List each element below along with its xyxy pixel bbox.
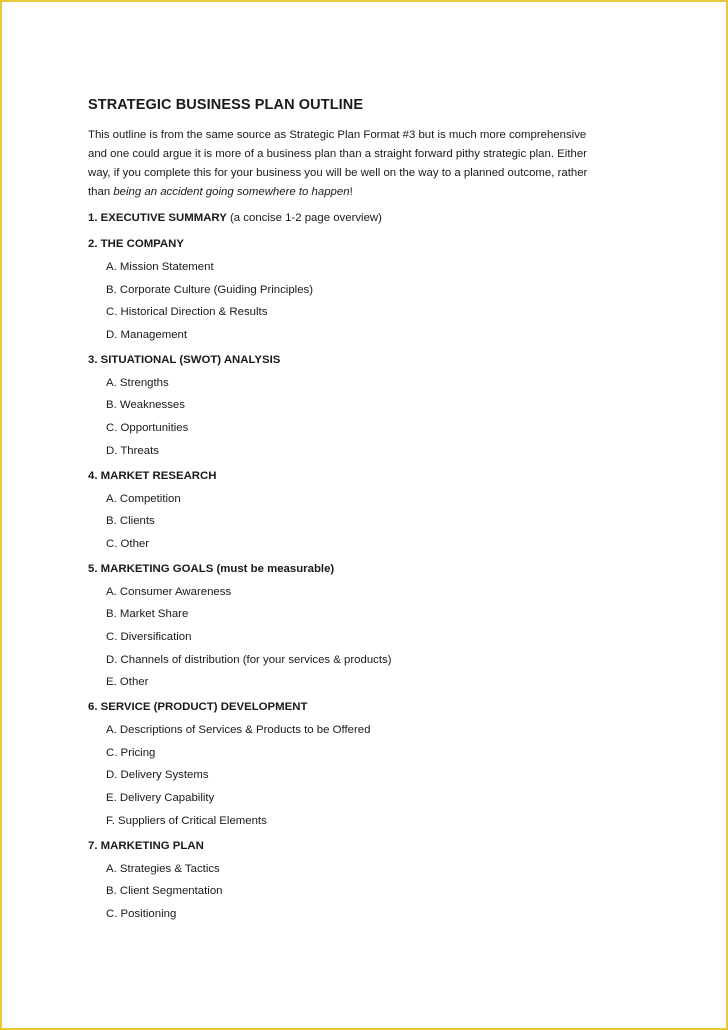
intro-line-2: and one could argue it is more of a business plan than a straight forward pithy strategic plan. Either [88, 148, 587, 160]
section-items-list [88, 860, 648, 924]
outline-sections [88, 209, 648, 924]
list-item: B. Clients [106, 515, 155, 528]
outline-section [88, 467, 648, 554]
outline-section [88, 209, 648, 228]
list-item: A. Strengths [106, 376, 169, 389]
list-item: C. Opportunities [106, 421, 189, 434]
document-title: STRATEGIC BUSINESS PLAN OUTLINE [88, 97, 364, 113]
outline-section [88, 698, 648, 830]
section-heading [88, 560, 648, 579]
section-heading [88, 467, 648, 486]
section-heading [88, 837, 648, 856]
list-item: D. Delivery Systems [106, 769, 209, 782]
intro-line-3: way, if you complete this for your business you will be well on the way to a planned outcome, rather [88, 167, 588, 179]
section-heading-text: 7. MARKETING PLAN [88, 839, 204, 852]
section-heading [88, 351, 648, 370]
list-item: B. Client Segmentation [106, 885, 223, 898]
list-item: C. Historical Direction & Results [106, 306, 268, 319]
list-item: C. Diversification [106, 630, 192, 643]
section-heading-text: 4. MARKET RESEARCH [88, 469, 217, 482]
section-heading [88, 235, 648, 254]
section-heading-text: 1. EXECUTIVE SUMMARY [88, 212, 227, 224]
section-heading-note: (a concise 1-2 page overview) [226, 212, 382, 224]
outline-section [88, 235, 648, 345]
intro-paragraph [88, 126, 648, 202]
list-item: F. Suppliers of Critical Elements [106, 814, 267, 827]
section-heading [88, 698, 648, 717]
section-heading [88, 209, 648, 228]
intro-line-1: This outline is from the same source as Strategic Plan Format #3 but is much more comprehensive [88, 129, 587, 141]
list-item: D. Channels of distribution (for your services & products) [106, 653, 392, 666]
section-heading-text: 6. SERVICE (PRODUCT) DEVELOPMENT [88, 701, 308, 714]
list-item: C. Positioning [106, 907, 177, 920]
list-item: A. Descriptions of Services & Products to be Offered [106, 724, 371, 737]
list-item: B. Corporate Culture (Guiding Principles) [106, 283, 314, 296]
list-item: A. Mission Statement [106, 261, 214, 273]
section-items-list [88, 490, 648, 554]
outline-section [88, 837, 648, 924]
section-items-list [88, 721, 648, 830]
outline-section [88, 351, 648, 461]
list-item: A. Strategies & Tactics [106, 862, 220, 875]
list-item: B. Market Share [106, 608, 189, 621]
document-content [88, 97, 648, 930]
list-item: E. Delivery Capability [106, 791, 215, 804]
outline-section [88, 560, 648, 692]
intro-line-4-start: than [88, 186, 114, 198]
section-heading-text: 3. SITUATIONAL (SWOT) ANALYSIS [88, 353, 281, 366]
section-items-list [88, 583, 648, 692]
list-item: C. Other [106, 537, 150, 550]
list-item: D. Management [106, 328, 188, 341]
list-item: B. Weaknesses [106, 399, 185, 412]
list-item: D. Threats [106, 444, 159, 457]
list-item: C. Pricing [106, 746, 156, 759]
section-items-list [88, 258, 648, 345]
intro-line-4-end: ! [349, 186, 353, 198]
section-heading-text: 2. THE COMPANY [88, 238, 184, 250]
list-item: A. Consumer Awareness [106, 585, 232, 598]
list-item: A. Competition [106, 492, 181, 505]
intro-line-4-italic: being an accident going somewhere to happen [113, 186, 350, 198]
list-item: E. Other [106, 676, 149, 689]
section-items-list [88, 374, 648, 461]
section-heading-text: 5. MARKETING GOALS (must be measurable) [88, 562, 335, 575]
